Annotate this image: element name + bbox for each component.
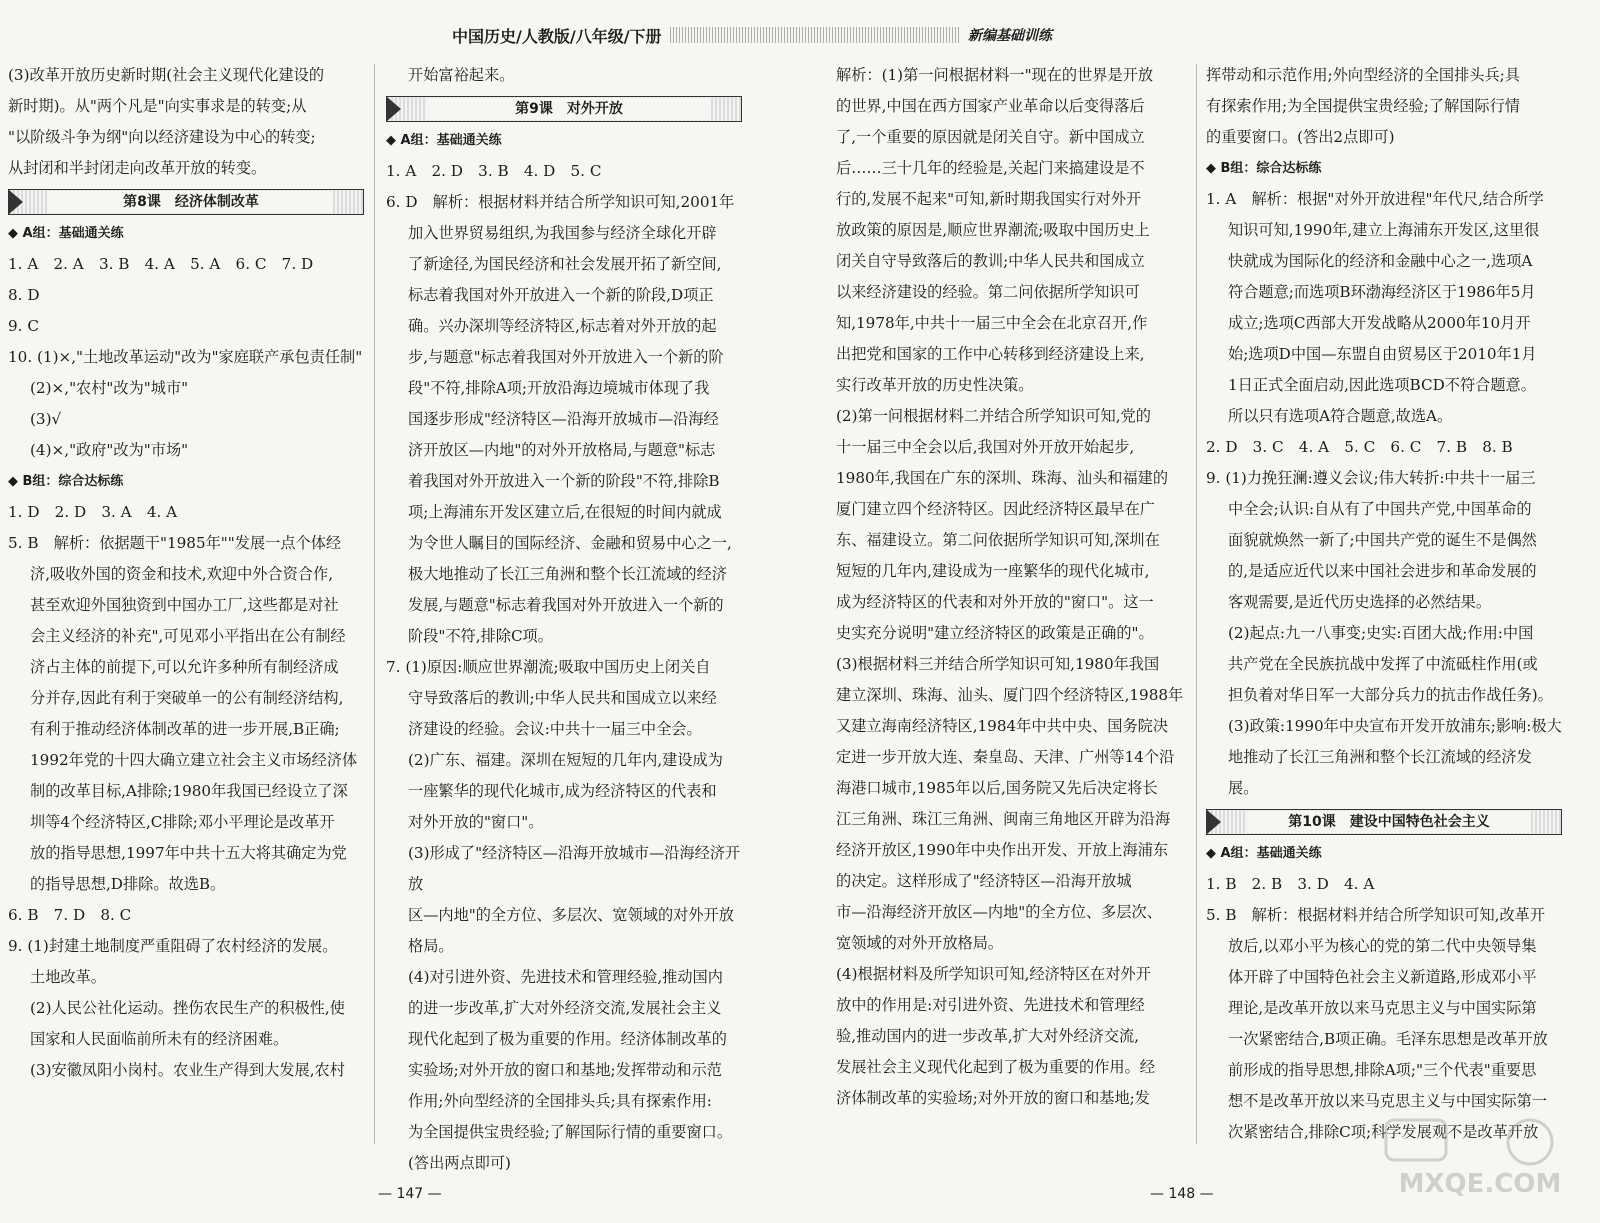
text-line: 放政策的原因是,顺应世界潮流;吸取中国历史上 — [836, 221, 1150, 239]
text-line: 放中的作用是:对引进外资、先进技术和管理经 — [836, 996, 1145, 1014]
text-line: 的重要窗口。(答出2点即可) — [1206, 128, 1395, 146]
column-divider — [374, 64, 375, 1144]
text-line: 江三角洲、珠江三角洲、闽南三角地区开辟为沿海 — [836, 810, 1171, 828]
text-line: (4)×,"政府"改为"市场" — [30, 441, 189, 459]
text-line: 共产党在全民族抗战中发挥了中流砥柱作用(或 — [1228, 655, 1538, 673]
text-line: 有利于推动经济体制改革的进一步开展,B正确; — [30, 720, 340, 738]
text-line: 快就成为国际化的经济和金融中心之一,选项A — [1228, 252, 1533, 270]
text-line: 一座繁华的现代化城市,成为经济特区的代表和 — [408, 782, 717, 800]
text-line: 实验场;对外开放的窗口和基地;发挥带动和示范 — [408, 1061, 722, 1079]
text-line: 短短的几年内,建设成为一座繁华的现代化城市, — [836, 562, 1150, 580]
text-line: 8. D — [8, 286, 40, 304]
text-line: (2)起点:九一八事变;史实:百团大战;作用:中国 — [1228, 624, 1534, 642]
text-line: 段"不符,排除A项;开放沿海边境城市体现了我 — [408, 379, 710, 397]
text-line: 发展社会主义现代化起到了极为重要的作用。经 — [836, 1058, 1155, 1076]
text-line: "以阶级斗争为纲"向以经济建设为中心的转变; — [8, 128, 316, 146]
text-line: 9. C — [8, 317, 39, 335]
text-line: (4)根据材料及所学知识可知,经济特区在对外开 — [836, 965, 1151, 983]
text-line: 次紧密结合,排除C项;科学发展观不是改革开放 — [1228, 1123, 1539, 1141]
text-line: (2)×,"农村"改为"城市" — [30, 379, 189, 397]
column-1 — [8, 60, 364, 1170]
text-line: 阶段"不符,排除C项。 — [408, 627, 553, 645]
text-line: 区—内地"的全方位、多层次、宽领域的对外开放格局。 — [408, 906, 734, 955]
text-line: 十一届三中全会以后,我国对外开放开始起步, — [836, 438, 1135, 456]
page-number-right: — 148 — — [1150, 1186, 1214, 1202]
text-line: 着我国对外开放进入一个新的阶段"不符,排除B — [408, 472, 720, 490]
text-line: 为全国提供宝贵经验;了解国际行情的重要窗口。 — [408, 1123, 733, 1141]
text-line: 9. (1)力挽狂澜:遵义会议;伟大转折:中共十一届三 — [1206, 469, 1536, 487]
text-line: 从封闭和半封闭走向改革开放的转变。 — [8, 159, 267, 177]
text-line: 东、福建设立。第二问依据所学知识可知,深圳在 — [836, 531, 1160, 549]
text-line: (4)对引进外资、先进技术和管理经验,推动国内 — [408, 968, 723, 986]
text-line: 土地改革。 — [30, 968, 106, 986]
text-line: 解析：(1)第一问根据材料一"现在的世界是开放 — [836, 66, 1154, 84]
text-line: 的世界,中国在西方国家产业革命以后变得落后 — [836, 97, 1145, 115]
text-line: 5. B 解析：根据材料并结合所学知识可知,改革开 — [1206, 906, 1546, 924]
answer-block — [8, 60, 364, 184]
text-line: 成为经济特区的代表和对外开放的"窗口"。这一 — [836, 593, 1154, 611]
text-line: 挥带动和示范作用;外向型经济的全国排头兵;具 — [1206, 66, 1520, 84]
text-line: 地推动了长江三角洲和整个长江流域的经济发展。 — [1228, 748, 1532, 797]
column-3 — [836, 60, 1186, 1170]
watermark-text: MXQE.COM — [1398, 1169, 1562, 1199]
column-divider — [1196, 64, 1197, 1144]
watermark-box — [1386, 1120, 1446, 1160]
text-line: 面貌就焕然一新了;中国共产党的诞生不是偶然 — [1228, 531, 1537, 549]
text-line: 1. A 解析：根据"对外开放进程"年代尺,结合所学 — [1206, 190, 1544, 208]
text-line: (3)改革开放历史新时期(社会主义现代化建设的 — [8, 66, 325, 84]
text-line: 2. D 3. C 4. A 5. C 6. C 7. B 8. B — [1206, 438, 1513, 456]
page-number-left: — 147 — — [378, 1186, 442, 1202]
text-line: 项;上海浦东开发区建立后,在很短的时间内就成 — [408, 503, 722, 521]
text-line: 5. B 解析：依据题干"1985年""发展一点个体经 — [8, 534, 342, 552]
text-line: 始;选项D中国—东盟自由贸易区于2010年1月 — [1228, 345, 1537, 363]
text-line: (3)形成了"经济特区—沿海开放城市—沿海经济开放 — [408, 844, 741, 893]
text-line: 理论,是改革开放以来马克思主义与中国实际第 — [1228, 999, 1537, 1017]
text-line: 符合题意;而选项B环渤海经济区于1986年5月 — [1228, 283, 1536, 301]
text-line: 6. D 解析：根据材料并结合所学知识可知,2001年 — [386, 193, 735, 211]
text-line: 10. (1)×,"土地改革运动"改为"家庭联产承包责任制" — [8, 348, 363, 366]
text-line: 想不是改革开放以来马克思主义与中国实际第一 — [1228, 1092, 1547, 1110]
text-line: (3)政策:1990年中央宣布开发开放浦东;影响:极大 — [1228, 717, 1562, 735]
column-2 — [386, 60, 742, 1170]
text-line: 济,吸收外国的资金和技术,欢迎中外合资合作, — [30, 565, 334, 583]
text-line: 加入世界贸易组织,为我国参与经济全球化开辟 — [408, 224, 717, 242]
text-line: 1. A 2. D 3. B 4. D 5. C — [386, 162, 602, 180]
triangle-icon — [1207, 810, 1221, 834]
text-line: 实行改革开放的历史性决策。 — [836, 376, 1034, 394]
text-line: (2)广东、福建。深圳在短短的几年内,建设成为 — [408, 751, 723, 769]
text-line: 的决定。这样形成了"经济特区—沿海开放城 — [836, 872, 1132, 890]
text-line: 行的,发展不起来"可知,新时期我国实行对外开 — [836, 190, 1142, 208]
text-line: 担负着对华日军一大部分兵力的抗击作战任务)。 — [1228, 686, 1553, 704]
text-line: (答出两点即可) — [408, 1154, 511, 1170]
text-line: 宽领域的对外开放格局。 — [836, 934, 1004, 952]
text-line: 会主义经济的补充",可见邓小平指出在公有制经 — [30, 627, 346, 645]
text-line: (3)√ — [30, 410, 62, 428]
text-line: 海港口城市,1985年以后,国务院又先后决定将长 — [836, 779, 1158, 797]
text-line: 新时期)。从"两个凡是"向实事求是的转变;从 — [8, 97, 307, 115]
text-line: 圳等4个经济特区,C排除;邓小平理论是改革开 — [30, 813, 335, 831]
text-line: 建立深圳、珠海、汕头、厦门四个经济特区,1988年 — [836, 686, 1184, 704]
text-line: 对外开放的"窗口"。 — [408, 813, 544, 831]
text-line: 确。兴办深圳等经济特区,标志着对外开放的起 — [408, 317, 717, 335]
text-line: 1980年,我国在广东的深圳、珠海、汕头和福建的 — [836, 469, 1169, 487]
text-line: 又建立海南经济特区,1984年中共中央、国务院决 — [836, 717, 1169, 735]
text-line: 发展,与题意"标志着我国对外开放进入一个新的 — [408, 596, 724, 614]
text-line: 9. (1)封建土地制度严重阻碍了农村经济的发展。 — [8, 937, 338, 955]
text-line: 国家和人民面临前所未有的经济困难。 — [30, 1030, 289, 1048]
section-title-text: 第8课 经济体制改革 — [49, 191, 333, 213]
text-line: 经济开放区,1990年中央作出开发、开放上海浦东 — [836, 841, 1169, 859]
section-title-text: 第10课 建设中国特色社会主义 — [1247, 811, 1531, 833]
text-line: 放的指导思想,1997年中共十五大将其确定为党 — [30, 844, 347, 862]
text-line: 分并存,因此有利于突破单一的公有制经济结构, — [30, 689, 344, 707]
text-line: 开始富裕起来。 — [408, 66, 515, 84]
text-line: 中全会;认识:自从有了中国共产党,中国革命的 — [1228, 500, 1532, 518]
section-title-lesson9 — [386, 96, 742, 122]
text-line: 厦门建立四个经济特区。因此经济特区最早在广 — [836, 500, 1155, 518]
text-line: 验,推动国内的进一步改革,扩大对外经济交流, — [836, 1027, 1140, 1045]
text-line: 济建设的经验。会议:中共十一届三中全会。 — [408, 720, 702, 738]
watermark-circle — [1508, 1120, 1552, 1164]
text-line: 1992年党的十四大确立建立社会主义市场经济体 — [30, 751, 358, 769]
text-line: 济体制改革的实验场;对外开放的窗口和基地;发 — [836, 1089, 1150, 1107]
group-label-a: ◆ A组：基础通关练 — [386, 133, 502, 148]
text-line: 客观需要,是近代历史选择的必然结果。 — [1228, 593, 1492, 611]
group-label-b: ◆ B组：综合达标练 — [8, 474, 124, 489]
text-line: 1. A 2. A 3. B 4. A 5. A 6. C 7. D — [8, 255, 314, 273]
text-line: 成立;选项C西部大开发战略从2000年10月开 — [1228, 314, 1531, 332]
section-title-text: 第9课 对外开放 — [427, 98, 711, 120]
text-line: 的指导思想,D排除。故选B。 — [30, 875, 226, 893]
triangle-icon — [9, 190, 23, 214]
text-line: 市—沿海经济开放区—内地"的全方位、多层次、 — [836, 903, 1162, 921]
text-line: 体开辟了中国特色社会主义新道路,形成邓小平 — [1228, 968, 1537, 986]
text-line: 有探索作用;为全国提供宝贵经验;了解国际行情 — [1206, 97, 1520, 115]
text-line: (2)第一问根据材料二并结合所学知识可知,党的 — [836, 407, 1151, 425]
group-label-a: ◆ A组：基础通关练 — [8, 226, 124, 241]
watermark-logo — [1380, 1112, 1580, 1202]
text-line: 出把党和国家的工作中心转移到经济建设上来, — [836, 345, 1145, 363]
text-line: 后……三十几年的经验是,关起门来搞建设是不 — [836, 159, 1145, 177]
text-line: 的,是适应近代以来中国社会进步和革命发展的 — [1228, 562, 1537, 580]
text-line: 济占主体的前提下,可以允许多种所有制经济成 — [30, 658, 339, 676]
header-series: 新编基础训练 — [968, 28, 1052, 44]
text-line: 知识可知,1990年,建立上海浦东开发区,这里很 — [1228, 221, 1540, 239]
group-label-a: ◆ A组：基础通关练 — [1206, 846, 1322, 861]
text-line: 甚至欢迎外国独资到中国办工厂,这些都是对社 — [30, 596, 339, 614]
text-line: 一次紧密结合,B项正确。毛泽东思想是改革开放 — [1228, 1030, 1548, 1048]
text-line: 了新途径,为国民经济和社会发展开拓了新空间, — [408, 255, 722, 273]
text-line: 极大地推动了长江三角洲和整个长江流域的经济 — [408, 565, 727, 583]
text-line: 的进一步改革,扩大对外经济交流,发展社会主义 — [408, 999, 722, 1017]
text-line: (3)安徽凤阳小岗村。农业生产得到大发展,农村 — [30, 1061, 345, 1079]
triangle-icon — [387, 97, 401, 121]
column-4 — [1206, 60, 1562, 1170]
text-line: 闭关自守导致落后的教训;中华人民共和国成立 — [836, 252, 1145, 270]
header-decoration — [670, 27, 960, 43]
text-line: 放后,以邓小平为核心的党的第二代中央领导集 — [1228, 937, 1537, 955]
text-line: 国逐步形成"经济特区—沿海开放城市—沿海经 — [408, 410, 719, 428]
text-line: 为令世人瞩目的国际经济、金融和贸易中心之一, — [408, 534, 732, 552]
text-line: 现代化起到了极为重要的作用。经济体制改革的 — [408, 1030, 727, 1048]
text-line: 6. B 7. D 8. C — [8, 906, 132, 924]
text-line: 济开放区—内地"的对外开放格局,与题意"标志 — [408, 441, 716, 459]
page-header — [452, 22, 1052, 48]
text-line: 步,与题意"标志着我国对外开放进入一个新的阶 — [408, 348, 724, 366]
text-line: 前形成的指导思想,排除A项;"三个代表"重要思 — [1228, 1061, 1537, 1079]
text-line: 守导致落后的教训;中华人民共和国成立以来经 — [408, 689, 717, 707]
text-line: 了,一个重要的原因就是闭关自守。新中国成立 — [836, 128, 1145, 146]
text-line: 知,1978年,中共十一届三中全会在北京召开,作 — [836, 314, 1148, 332]
text-line: (2)人民公社化运动。挫伤农民生产的积极性,使 — [30, 999, 345, 1017]
header-subject: 中国历史/人教版/八年级/下册 — [452, 26, 662, 46]
text-line: 所以只有选项A符合题意,故选A。 — [1228, 407, 1453, 425]
text-line: 作用;外向型经济的全国排头兵;具有探索作用: — [408, 1092, 712, 1110]
group-label-b: ◆ B组：综合达标练 — [1206, 161, 1322, 176]
text-line: 以来经济建设的经验。第二问依据所学知识可 — [836, 283, 1140, 301]
text-line: 7. (1)原因:顺应世界潮流;吸取中国历史上闭关自 — [386, 658, 711, 676]
section-title-lesson10 — [1206, 809, 1562, 835]
text-line: 1日正式全面启动,因此选项BCD不符合题意。 — [1228, 376, 1536, 394]
text-line: (3)根据材料三并结合所学知识可知,1980年我国 — [836, 655, 1160, 673]
text-line: 史实充分说明"建立经济特区的政策是正确的"。 — [836, 624, 1154, 642]
text-line: 标志着我国对外开放进入一个新的阶段,D项正 — [408, 286, 714, 304]
text-line: 1. B 2. B 3. D 4. A — [1206, 875, 1375, 893]
text-line: 制的改革目标,A排除;1980年我国已经设立了深 — [30, 782, 348, 800]
text-line: 定进一步开放大连、秦皇岛、天津、广州等14个沿 — [836, 748, 1175, 766]
text-line: 1. D 2. D 3. A 4. A — [8, 503, 178, 521]
section-title-lesson8 — [8, 189, 364, 215]
